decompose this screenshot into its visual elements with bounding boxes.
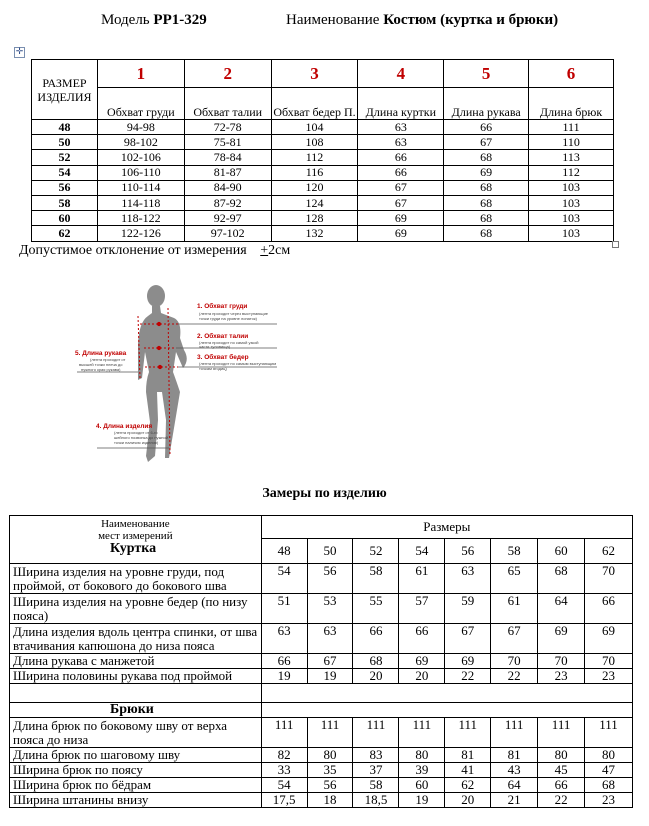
label-length-desc: точки наличия изделия) — [114, 440, 159, 445]
column-header: Обхват талии — [184, 88, 271, 120]
measurement-value: 22 — [538, 793, 585, 808]
value-cell: 94-98 — [97, 120, 184, 135]
value-cell: 110-114 — [97, 180, 184, 195]
value-cell: 68 — [444, 195, 529, 210]
size-column-header: 54 — [399, 539, 445, 564]
measurement-value: 67 — [491, 624, 538, 654]
model-label: Модель — [101, 12, 154, 28]
measurement-value: 55 — [353, 594, 399, 624]
value-cell: 63 — [358, 120, 444, 135]
label-chest-title: 1. Обхват груди — [197, 303, 248, 310]
measurement-value: 22 — [491, 669, 538, 684]
measurement-value: 58 — [353, 564, 399, 594]
measurement-value: 43 — [491, 763, 538, 778]
measurement-name: Ширина брюк по бёдрам — [10, 778, 262, 793]
label-hips-title: 3. Обхват бедер — [197, 354, 249, 361]
measurement-value: 111 — [445, 718, 491, 748]
measurement-value: 64 — [538, 594, 585, 624]
measurement-value: 83 — [353, 748, 399, 763]
label-hips-desc: точкам ягодиц) — [199, 366, 227, 371]
measurement-value: 37 — [353, 763, 399, 778]
value-cell: 110 — [529, 135, 614, 150]
label-sleeve-desc: нужного края рукава) — [81, 367, 121, 372]
label-chest-desc: точки груди на уровне лопаток) — [199, 316, 257, 321]
measurement-value: 69 — [445, 654, 491, 669]
measurement-name: Длина брюк по шаговому шву — [10, 748, 262, 763]
label-length-desc: шейного позвонка до нужной — [114, 435, 168, 440]
value-cell: 69 — [358, 226, 444, 241]
measurement-value: 67 — [445, 624, 491, 654]
measurement-value: 62 — [445, 778, 491, 793]
measurement-value: 80 — [585, 748, 633, 763]
value-cell: 92-97 — [184, 211, 271, 226]
value-cell: 67 — [444, 135, 529, 150]
measurement-value: 60 — [399, 778, 445, 793]
measurement-value: 70 — [585, 654, 633, 669]
measurement-value: 23 — [538, 669, 585, 684]
sizes-header: Размеры — [261, 516, 632, 539]
value-cell: 122-126 — [97, 226, 184, 241]
measurement-value: 20 — [353, 669, 399, 684]
product-name-label: Наименование — [286, 12, 384, 28]
size-row — [32, 120, 614, 135]
measurement-value: 69 — [538, 624, 585, 654]
measurement-value: 58 — [353, 778, 399, 793]
value-cell: 69 — [444, 165, 529, 180]
value-cell: 104 — [271, 120, 358, 135]
spacer-cell — [261, 684, 632, 703]
measurement-value: 63 — [261, 624, 307, 654]
measurement-value: 65 — [491, 564, 538, 594]
value-cell: 87-92 — [184, 195, 271, 210]
name-header-line: Наименование — [101, 518, 170, 530]
measurement-row — [10, 748, 633, 763]
value-cell: 68 — [444, 150, 529, 165]
table-resize-handle[interactable] — [612, 241, 619, 248]
value-cell: 102-106 — [97, 150, 184, 165]
measurement-value: 70 — [491, 654, 538, 669]
size-column-header: 58 — [491, 539, 538, 564]
measurement-value: 70 — [538, 654, 585, 669]
column-number: 3 — [271, 60, 358, 88]
value-cell: 66 — [358, 165, 444, 180]
measurement-value: 66 — [585, 594, 633, 624]
measurement-row — [10, 793, 633, 808]
value-cell: 112 — [529, 165, 614, 180]
measurement-value: 111 — [399, 718, 445, 748]
measurement-value: 80 — [538, 748, 585, 763]
value-cell: 78-84 — [184, 150, 271, 165]
spacer-cell — [10, 684, 262, 703]
measurement-value: 69 — [399, 654, 445, 669]
value-cell: 120 — [271, 180, 358, 195]
measurement-value: 56 — [307, 564, 353, 594]
value-cell: 116 — [271, 165, 358, 180]
measurement-row — [10, 654, 633, 669]
measurement-value: 80 — [307, 748, 353, 763]
value-cell: 118-122 — [97, 211, 184, 226]
label-chest-desc: (лента проходит через выступающие — [199, 311, 269, 316]
measurements-title: Замеры по изделию — [262, 486, 387, 501]
measurement-name: Ширина половины рукава под проймой — [10, 669, 262, 684]
size-column-header: 56 — [445, 539, 491, 564]
value-cell: 68 — [444, 226, 529, 241]
size-column-header: 50 — [307, 539, 353, 564]
measurement-value: 69 — [585, 624, 633, 654]
measurement-value: 67 — [307, 654, 353, 669]
measurement-value: 66 — [261, 654, 307, 669]
measurement-value: 63 — [307, 624, 353, 654]
body-measurement-figure — [72, 280, 312, 472]
label-waist-title: 2. Обхват талии — [197, 333, 249, 340]
label-waist-desc: (лента проходит по самой узкой — [199, 340, 259, 345]
measurement-name: Ширина изделия на уровне груди, под проймой, от бокового до бокового шва — [10, 564, 262, 594]
value-cell: 108 — [271, 135, 358, 150]
measurement-value: 80 — [399, 748, 445, 763]
column-header: Длина брюк — [529, 88, 614, 120]
value-cell: 103 — [529, 226, 614, 241]
measurement-value: 81 — [445, 748, 491, 763]
value-cell: 128 — [271, 211, 358, 226]
label-length-title: 4. Длина изделия — [96, 423, 153, 430]
measurement-row — [10, 594, 633, 624]
tolerance-text: Допустимое отклонение от измерения — [19, 243, 247, 258]
value-cell: 113 — [529, 150, 614, 165]
measurement-value: 64 — [491, 778, 538, 793]
value-cell: 98-102 — [97, 135, 184, 150]
measurement-value: 59 — [445, 594, 491, 624]
value-cell: 103 — [529, 180, 614, 195]
measurement-value: 20 — [445, 793, 491, 808]
value-cell: 103 — [529, 211, 614, 226]
value-cell: 97-102 — [184, 226, 271, 241]
size-cell: 58 — [32, 195, 98, 210]
product-name-heading — [286, 12, 558, 29]
value-cell: 103 — [529, 195, 614, 210]
value-cell: 67 — [358, 195, 444, 210]
label-waist-desc: части туловища) — [199, 344, 231, 349]
value-cell: 69 — [358, 211, 444, 226]
measurement-value: 68 — [353, 654, 399, 669]
tolerance-note — [19, 243, 290, 259]
pants-section-title: Брюки — [10, 703, 262, 718]
measurement-value: 54 — [261, 778, 307, 793]
size-cell: 50 — [32, 135, 98, 150]
table-move-handle-icon[interactable]: ✛ — [15, 47, 24, 57]
measurement-value: 111 — [307, 718, 353, 748]
column-header: Обхват груди — [97, 88, 184, 120]
value-cell: 66 — [444, 120, 529, 135]
measurement-value: 111 — [261, 718, 307, 748]
label-length-desc: (лента проходит от 6-го — [114, 430, 158, 435]
measurement-value: 63 — [445, 564, 491, 594]
size-header: РАЗМЕР ИЗДЕЛИЯ — [32, 60, 98, 120]
size-cell: 56 — [32, 180, 98, 195]
column-number: 4 — [358, 60, 444, 88]
measurement-value: 17,5 — [261, 793, 307, 808]
model-value: PP1-329 — [153, 12, 207, 28]
size-column-header: 48 — [261, 539, 307, 564]
measurement-value: 68 — [538, 564, 585, 594]
size-row — [32, 180, 614, 195]
measurement-value: 82 — [261, 748, 307, 763]
garment-measurements-table — [9, 515, 633, 808]
measurement-name: Ширина изделия на уровне бедер (по низу пояса) — [10, 594, 262, 624]
measurement-value: 61 — [399, 564, 445, 594]
size-cell: 48 — [32, 120, 98, 135]
measurement-row — [10, 564, 633, 594]
column-header: Длина куртки — [358, 88, 444, 120]
tolerance-sign: + — [260, 243, 269, 258]
value-cell: 111 — [529, 120, 614, 135]
measurement-value: 19 — [261, 669, 307, 684]
value-cell: 68 — [444, 211, 529, 226]
measurement-value: 19 — [399, 793, 445, 808]
measurement-value: 66 — [353, 624, 399, 654]
size-cell: 60 — [32, 211, 98, 226]
measurement-name: Ширина брюк по поясу — [10, 763, 262, 778]
size-row — [32, 211, 614, 226]
value-cell: 72-78 — [184, 120, 271, 135]
size-column-header: 62 — [585, 539, 633, 564]
column-header: Длина рукава — [444, 88, 529, 120]
value-cell: 67 — [358, 180, 444, 195]
measurement-value: 45 — [538, 763, 585, 778]
measurement-value: 18 — [307, 793, 353, 808]
measurement-value: 23 — [585, 793, 633, 808]
measurement-value: 70 — [585, 564, 633, 594]
measurement-value: 33 — [261, 763, 307, 778]
product-name-value: Костюм (куртка и брюки) — [383, 12, 559, 28]
measurement-value: 61 — [491, 594, 538, 624]
name-header-line: мест измерений — [98, 530, 173, 542]
jacket-section-title: Куртка — [110, 541, 157, 556]
measurement-value: 111 — [585, 718, 633, 748]
label-sleeve-title: 5. Длина рукава — [75, 350, 127, 357]
value-cell: 132 — [271, 226, 358, 241]
measurement-value: 54 — [261, 564, 307, 594]
measurement-value: 39 — [399, 763, 445, 778]
measurement-value: 111 — [491, 718, 538, 748]
measurement-row — [10, 718, 633, 748]
measurement-value: 66 — [538, 778, 585, 793]
value-cell: 81-87 — [184, 165, 271, 180]
size-row — [32, 150, 614, 165]
value-cell: 106-110 — [97, 165, 184, 180]
name-header-cell — [10, 516, 262, 564]
label-sleeve-desc: высшей точки плеча до — [79, 362, 123, 367]
measurement-value: 57 — [399, 594, 445, 624]
value-cell: 114-118 — [97, 195, 184, 210]
measurement-value: 20 — [399, 669, 445, 684]
spacer-cell — [261, 703, 632, 718]
column-number: 1 — [97, 60, 184, 88]
measurement-value: 35 — [307, 763, 353, 778]
measurement-value: 81 — [491, 748, 538, 763]
measurement-value: 51 — [261, 594, 307, 624]
size-row — [32, 135, 614, 150]
value-cell: 112 — [271, 150, 358, 165]
value-cell: 84-90 — [184, 180, 271, 195]
size-row — [32, 226, 614, 241]
measurement-name: Ширина штанины внизу — [10, 793, 262, 808]
column-number: 2 — [184, 60, 271, 88]
value-cell: 68 — [444, 180, 529, 195]
column-number: 5 — [444, 60, 529, 88]
measurement-value: 68 — [585, 778, 633, 793]
measurement-name: Длина изделия вдоль центра спинки, от шва втачивания капюшона до низа пояса — [10, 624, 262, 654]
size-column-header: 52 — [353, 539, 399, 564]
label-hips-desc: (лента проходит по самым выступающим — [199, 361, 277, 366]
value-cell: 63 — [358, 135, 444, 150]
measurement-row — [10, 624, 633, 654]
size-row — [32, 165, 614, 180]
measurement-value: 18,5 — [353, 793, 399, 808]
measurement-value: 19 — [307, 669, 353, 684]
value-cell: 124 — [271, 195, 358, 210]
measurement-row — [10, 669, 633, 684]
measurement-name: Длина брюк по боковому шву от верха пояса до низа — [10, 718, 262, 748]
measurement-value: 21 — [491, 793, 538, 808]
measurement-row — [10, 763, 633, 778]
tolerance-value: 2см — [268, 243, 291, 258]
size-chart-table — [31, 59, 614, 242]
measurement-value: 66 — [399, 624, 445, 654]
size-cell: 62 — [32, 226, 98, 241]
value-cell: 75-81 — [184, 135, 271, 150]
size-cell: 54 — [32, 165, 98, 180]
size-column-header: 60 — [538, 539, 585, 564]
measurement-row — [10, 778, 633, 793]
size-cell: 52 — [32, 150, 98, 165]
column-header: Обхват бедер П. — [271, 88, 358, 120]
measurement-name: Длина рукава с манжетой — [10, 654, 262, 669]
measurement-value: 56 — [307, 778, 353, 793]
measurement-value: 22 — [445, 669, 491, 684]
measurement-value: 111 — [538, 718, 585, 748]
measurement-value: 111 — [353, 718, 399, 748]
label-sleeve-desc: (лента проходит от — [90, 357, 126, 362]
measurement-value: 47 — [585, 763, 633, 778]
column-number: 6 — [529, 60, 614, 88]
measurement-value: 41 — [445, 763, 491, 778]
measurement-value: 53 — [307, 594, 353, 624]
value-cell: 66 — [358, 150, 444, 165]
size-row — [32, 195, 614, 210]
model-heading — [101, 12, 207, 29]
measurement-value: 23 — [585, 669, 633, 684]
